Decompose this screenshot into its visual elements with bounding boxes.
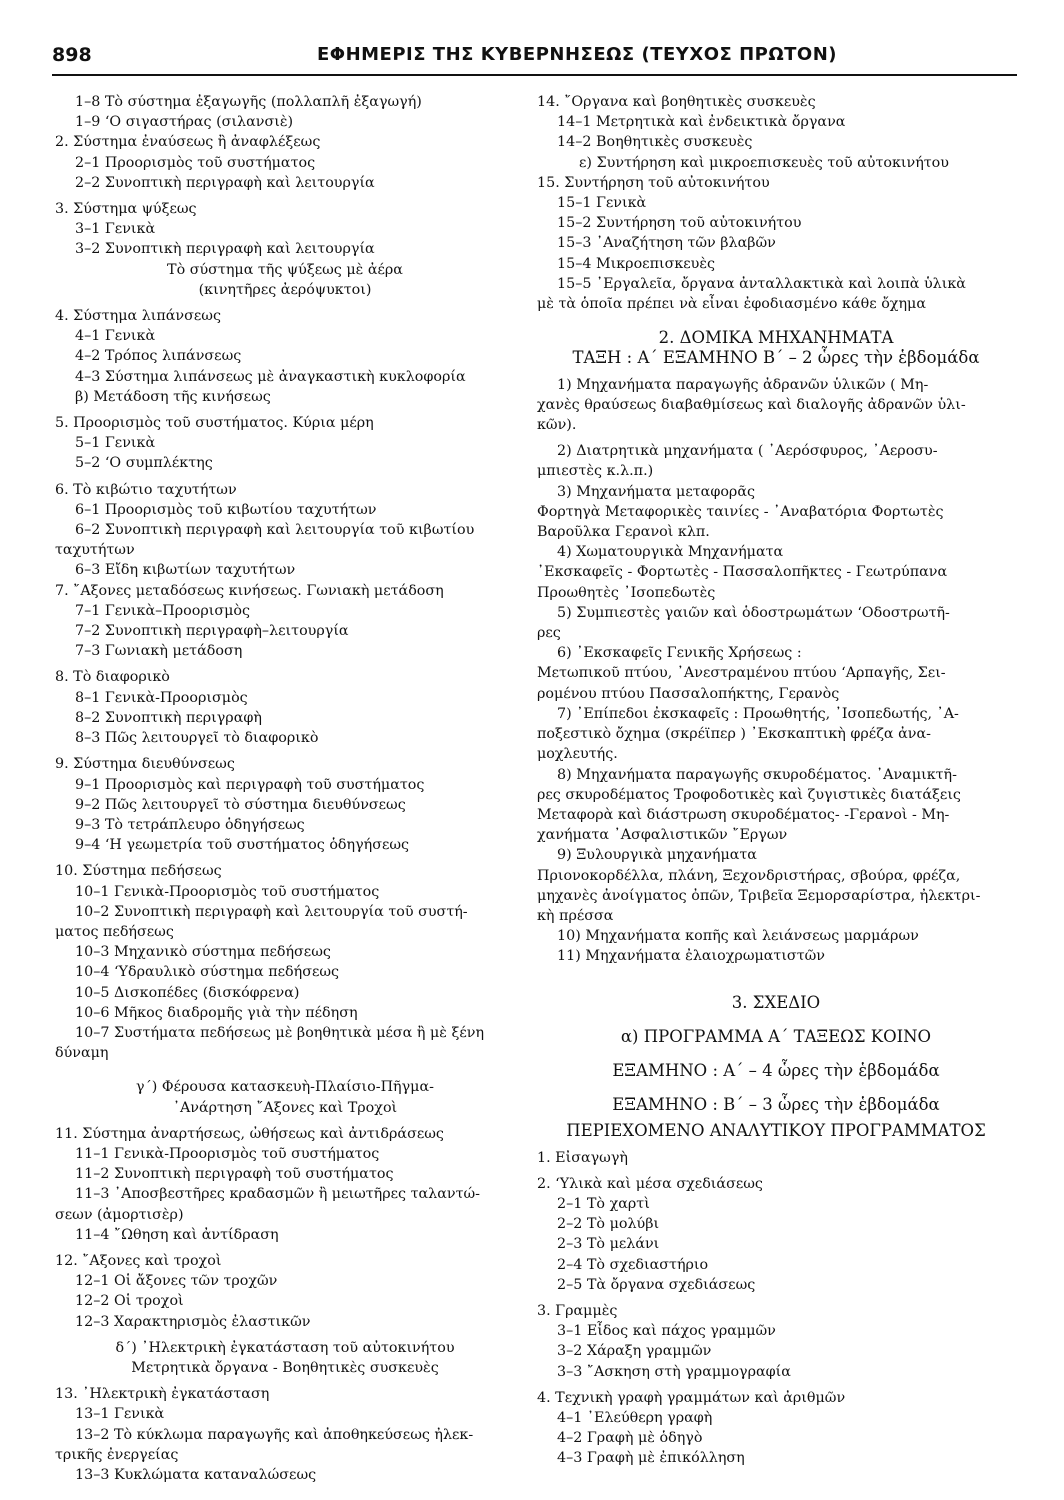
syllabus-heading: ΠΕΡΙΕΧΟΜΕΝΟ ΑΝΑΛΥΤΙΚΟΥ ΠΡΟΓΡΑΜΜΑΤΟΣ	[566, 1121, 986, 1141]
text-line: 3) Μηχανήματα μεταφορᾶς	[557, 483, 755, 500]
text-line: 7) ᾿Επίπεδοι ἐκσκαφεῖς : Προωθητής, ᾿Ισοπεδωτής, ᾿Α-	[557, 705, 959, 722]
text-line: ᾿Εκσκαφεῖς - Φορτωτὲς - Πασσαλοπῆκτες - Γεωτρύπανα	[537, 564, 948, 581]
text-line: Τὸ σύστημα τῆς ψύξεως μὲ ἀέρα	[167, 261, 403, 278]
text-line: μηχανὲς ἀνοίγματος ὀπῶν, Τριβεῖα Ξεμορσαρίστρα, ἠλεκτρι-	[537, 887, 981, 904]
text-line: 9) Ξυλουργικὰ μηχανήματα	[557, 847, 757, 864]
text-line: 8–3 Πῶς λειτουργεῖ τὸ διαφορικὸ	[75, 730, 319, 747]
text-line: Μεταφορὰ καὶ διάστρωση σκυροδέματος- -Γερανοὶ - Μη-	[537, 806, 950, 823]
text-line: μὲ τὰ ὁποῖα πρέπει νὰ εἶναι ἐφοδιασμένο κάθε ὄχημα	[537, 296, 926, 313]
text-line: 10–3 Μηχανικὸ σύστημα πεδήσεως	[75, 944, 331, 961]
text-line: 1) Μηχανήματα παραγωγῆς ἀδρανῶν ὑλικῶν ( Μη-	[557, 376, 929, 393]
text-line: σεων (ἀμορτισὲρ)	[55, 1206, 184, 1223]
text-line: χανὲς θραύσεως διαβαθμίσεως καὶ διαλογῆς ἀδρανῶν ὑλι-	[537, 396, 966, 413]
chapter-heading: 2. ΔΟΜΙΚΑ ΜΗΧΑΝΗΜΑΤΑ	[658, 328, 894, 348]
text-line: 4–1 Γενικὰ	[75, 328, 156, 345]
section-heading: 10. Σύστημα πεδήσεως	[55, 863, 222, 880]
section-heading: 11. Σύστημα ἀναρτήσεως, ὠθήσεως καὶ ἀντιδράσεως	[55, 1125, 444, 1142]
text-line: 10–7 Συστήματα πεδήσεως μὲ βοηθητικὰ μέσα ἢ μὲ ξένη	[75, 1024, 485, 1041]
text-line: 11) Μηχανήματα ἐλαιοχρωματιστῶν	[557, 948, 825, 965]
section-heading: 7. ῎Αξονες μεταδόσεως κινήσεως. Γωνιακὴ μετάδοση	[55, 582, 444, 599]
right-column	[537, 92, 1015, 1469]
text-line: Προωθητὲς ᾿Ισοπεδωτὲς	[537, 584, 716, 601]
text-line: 11–1 Γενικὰ-Προορισμὸς τοῦ συστήματος	[75, 1145, 380, 1162]
schedule-heading: ΤΑΞΗ : Α΄ ΕΞΑΜΗΝΟ Β΄ – 2 ὧρες τὴν ἑβδομάδα	[572, 348, 980, 368]
text-line: 9–3 Τὸ τετράπλευρο ὁδηγήσεως	[75, 816, 305, 833]
text-line: τρικῆς ἐνεργείας	[55, 1446, 179, 1463]
section-heading: 12. ῎Αξονες καὶ τροχοὶ	[55, 1252, 222, 1269]
text-line: 2–1 Προορισμὸς τοῦ συστήματος	[75, 154, 316, 171]
section-heading: 3. Σύστημα ψύξεως	[55, 201, 197, 218]
text-line: 2–5 Τὰ ὄργανα σχεδιάσεως	[557, 1276, 756, 1293]
subsection-heading: ε) Συντήρηση καὶ μικροεπισκευὲς τοῦ αὐτοκινήτου	[579, 154, 949, 171]
text-line: κὴ πρέσσα	[537, 907, 614, 924]
text-line: ρες	[537, 625, 561, 642]
text-line: 2–3 Τὸ μελάνι	[557, 1236, 660, 1253]
text-line: 8–2 Συνοπτικὴ περιγραφὴ	[75, 709, 262, 726]
text-line: 2–2 Συνοπτικὴ περιγραφὴ καὶ λειτουργία	[75, 174, 375, 191]
semester-a-line: ΕΞΑΜΗΝΟ : Α΄ – 4 ὧρες τὴν ἑβδομάδα	[612, 1060, 940, 1080]
text-line: 10–4 ‘Υδραυλικὸ σύστημα πεδήσεως	[75, 964, 340, 981]
text-line: 10–2 Συνοπτικὴ περιγραφὴ καὶ λειτουργία τοῦ συστή-	[75, 903, 468, 920]
text-line: Βαροῦλκα Γερανοὶ κλπ.	[537, 524, 710, 541]
text-line: 12–2 Οἱ τροχοὶ	[75, 1293, 184, 1310]
section-heading: 4. Σύστημα λιπάνσεως	[55, 308, 221, 325]
text-line: 15–5 ᾿Εργαλεῖα, ὄργανα ἀνταλλακτικὰ καὶ λοιπὰ ὑλικὰ	[557, 275, 966, 292]
section-heading: 9. Σύστημα διευθύνσεως	[55, 756, 235, 773]
text-line: 12–3 Χαρακτηρισμὸς ἐλαστικῶν	[75, 1313, 311, 1330]
text-line: Μετωπικοῦ πτύου, ᾿Ανεστραμένου πτύου ‘Αρπαγῆς, Σει-	[537, 665, 946, 682]
text-line: 8) Μηχανήματα παραγωγῆς σκυροδέματος. ᾿Αναμικτῆ-	[557, 766, 957, 783]
section-heading: 2. ‘Υλικὰ καὶ μέσα σχεδιάσεως	[537, 1175, 763, 1192]
text-line: δύναμη	[55, 1045, 109, 1062]
page-header	[52, 38, 1017, 78]
text-line: 10–5 Δισκοπέδες (δισκόφρενα)	[75, 984, 300, 1001]
text-line: 5–1 Γενικὰ	[75, 435, 156, 452]
text-line: μπιεστὲς κ.λ.π.)	[537, 463, 654, 480]
text-line: 4–1 ᾿Ελεύθερη γραφὴ	[557, 1409, 713, 1426]
text-line: 14–1 Μετρητικὰ καὶ ἐνδεικτικὰ ὄργανα	[557, 114, 846, 131]
text-line: ματος πεδήσεως	[55, 923, 174, 940]
text-line: Πριονοκορδέλλα, πλάνη, Ξεχονδριστήρας, σβούρα, φρέζα,	[537, 867, 961, 884]
text-line: 6–1 Προορισμὸς τοῦ κιβωτίου ταχυτήτων	[75, 501, 377, 518]
left-column	[55, 92, 515, 1485]
text-line: Φορτηγὰ Μεταφορικὲς ταινίες - ᾿Αναβατόρια Φορτωτὲς	[537, 503, 944, 520]
section-heading: 5. Προορισμὸς τοῦ συστήματος. Κύρια μέρη	[55, 415, 374, 432]
text-line: 15–1 Γενικὰ	[557, 195, 647, 212]
text-line: 13–3 Κυκλώματα καταναλώσεως	[75, 1467, 317, 1483]
text-line: 7–2 Συνοπτικὴ περιγραφὴ–λειτουργία	[75, 623, 349, 640]
text-line: 6–2 Συνοπτικὴ περιγραφὴ καὶ λειτουργία τοῦ κιβωτίου	[75, 522, 475, 539]
text-line: ποξεστικὸ ὄχημα (σκρέϊπερ ) ᾿Εκσκαπτικὴ φρέζα ἀνα-	[537, 726, 931, 743]
text-line: 14–2 Βοηθητικὲς συσκευὲς	[557, 134, 753, 151]
text-line: 4–3 Γραφὴ μὲ ἐπικόλληση	[557, 1450, 745, 1467]
subsection-heading: δ΄) ᾿Ηλεκτρικὴ ἐγκατάσταση τοῦ αὐτοκινήτου	[115, 1339, 455, 1356]
text-line: 12–1 Οἱ ἄξονες τῶν τροχῶν	[75, 1273, 278, 1290]
text-line: χανήματα ᾿Ασφαλιστικῶν ῎Εργων	[537, 827, 788, 844]
text-line: 3–3 ῎Ασκηση στὴ γραμμογραφία	[557, 1363, 791, 1380]
text-line: 8–1 Γενικὰ-Προορισμὸς	[75, 689, 248, 706]
text-line: 7–1 Γενικὰ–Προορισμὸς	[75, 602, 251, 619]
section-heading: 1. Εἰσαγωγὴ	[537, 1149, 628, 1166]
text-line: 10–6 Μῆκος διαδρομῆς γιὰ τὴν πέδηση	[75, 1004, 358, 1021]
subsection-heading: γ΄) Φέρουσα κατασκευὴ-Πλαίσιο-Πῆγμα-	[136, 1079, 434, 1096]
text-line: 1–8 Τὸ σύστημα ἐξαγωγῆς (πολλαπλῆ ἐξαγωγή)	[75, 94, 422, 110]
text-line: 6) ᾿Εκσκαφεῖς Γενικῆς Χρήσεως :	[557, 645, 802, 662]
subsection-heading: Μετρητικὰ ὄργανα - Βοηθητικὲς συσκευὲς	[131, 1359, 439, 1376]
text-line: ρες σκυροδέματος Τροφοδοτικὲς καὶ ζυγιστικὲς διατάξεις	[537, 786, 961, 803]
text-line: ρομένου πτύου Πασσαλοπήκτης, Γερανὸς	[537, 685, 840, 702]
text-line: 3–2 Συνοπτικὴ περιγραφὴ καὶ λειτουργία	[75, 241, 375, 258]
section-heading: 8. Τὸ διαφορικὸ	[55, 669, 170, 686]
subsection-heading: ᾿Ανάρτηση ῎Αξονες καὶ Τροχοὶ	[172, 1099, 398, 1116]
text-line: 3–1 Γενικὰ	[75, 221, 156, 238]
text-line: 10) Μηχανήματα κοπῆς καὶ λειάνσεως μαρμάρων	[557, 928, 919, 945]
text-line: 15–2 Συντήρηση τοῦ αὐτοκινήτου	[557, 215, 802, 232]
text-line: 11–2 Συνοπτικὴ περιγραφὴ τοῦ συστήματος	[75, 1166, 394, 1183]
text-line: 2) Διατρητικὰ μηχανήματα ( ᾿Αερόσφυρος, ᾿Αεροσυ-	[557, 443, 938, 460]
section-heading: 4. Τεχνικὴ γραφὴ γραμμάτων καὶ ἀριθμῶν	[537, 1389, 846, 1406]
text-line: ταχυτήτων	[55, 542, 135, 559]
programme-heading: α) ΠΡΟΓΡΑΜΜΑ Α΄ ΤΑΞΕΩΣ ΚΟΙΝΟ	[620, 1026, 932, 1046]
text-line: 5) Συμπιεστὲς γαιῶν καὶ ὁδοστρωμάτων ‘Οδοστρωτῆ-	[557, 604, 950, 621]
text-line: 2–1 Τὸ χαρτὶ	[557, 1195, 650, 1212]
text-line: 10–1 Γενικὰ-Προορισμὸς τοῦ συστήματος	[75, 883, 380, 900]
text-line: 6–3 Εἴδη κιβωτίων ταχυτήτων	[75, 562, 296, 579]
section-heading: 2. Σύστημα ἐναύσεως ἢ ἀναφλέξεως	[55, 134, 321, 151]
text-line: 7–3 Γωνιακὴ μετάδοση	[75, 643, 243, 660]
text-line: 13–2 Τὸ κύκλωμα παραγωγῆς καὶ ἀποθηκεύσεως ἠλεκ-	[75, 1426, 474, 1443]
text-line: 4–3 Σύστημα λιπάνσεως μὲ ἀναγκαστικὴ κυκλοφορία	[75, 368, 466, 385]
section-heading: 3. Γραμμὲς	[537, 1302, 618, 1319]
text-line: 9–1 Προορισμὸς καὶ περιγραφὴ τοῦ συστήματος	[75, 776, 425, 793]
text-line: 3–1 Εἶδος καὶ πάχος γραμμῶν	[557, 1323, 776, 1340]
text-line: 4) Χωματουργικὰ Μηχανήματα	[557, 544, 784, 561]
text-line: 11–4 ῎Ωθηση καὶ ἀντίδραση	[75, 1226, 279, 1243]
text-line: 11–3 ᾿Αποσβεστῆρες κραδασμῶν ἢ μειωτῆρες ταλαντώ-	[75, 1186, 480, 1203]
semester-b-line: ΕΞΑΜΗΝΟ : Β΄ – 3 ὧρες τὴν ἑβδομάδα	[612, 1095, 940, 1115]
text-line: 2–4 Τὸ σχεδιαστήριο	[557, 1256, 709, 1273]
page-number: 898	[52, 44, 92, 66]
text-line: 1–9 ‘Ο σιγαστήρας (σιλανσιὲ)	[75, 114, 294, 131]
text-line: 2–2 Τὸ μολύβι	[557, 1216, 660, 1233]
section-heading: 13. ᾿Ηλεκτρικὴ ἐγκατάσταση	[55, 1386, 270, 1403]
subsection-heading: β) Μετάδοση τῆς κινήσεως	[75, 388, 271, 405]
text-line: 4–2 Τρόπος λιπάνσεως	[75, 348, 242, 365]
gazette-title: ΕΦΗΜΕΡΙΣ ΤΗΣ ΚΥΒΕΡΝΗΣΕΩΣ (ΤΕΥΧΟΣ ΠΡΩΤΟΝ)	[316, 44, 837, 65]
text-line: 15–4 Μικροεπισκευὲς	[557, 255, 716, 272]
text-line: 9–4 ‘Η γεωμετρία τοῦ συστήματος ὁδηγήσεως	[75, 837, 410, 854]
header-rule	[52, 74, 1017, 76]
text-line: 15–3 ᾿Αναζήτηση τῶν βλαβῶν	[557, 235, 776, 252]
text-line: 4–2 Γραφὴ μὲ ὁδηγὸ	[557, 1430, 703, 1447]
text-line: (κινητῆρες ἀερόψυκτοι)	[198, 281, 372, 298]
text-line: 13–1 Γενικὰ	[75, 1406, 165, 1423]
text-line: 5–2 ‘Ο συμπλέκτης	[75, 455, 213, 472]
text-line: μοχλευτής.	[537, 746, 618, 763]
section-heading: 15. Συντήρηση τοῦ αὐτοκινήτου	[537, 174, 770, 191]
text-line: 3–2 Χάραξη γραμμῶν	[557, 1343, 712, 1360]
chapter-heading: 3. ΣΧΕΔΙΟ	[731, 992, 821, 1012]
text-line: 9–2 Πῶς λειτουργεῖ τὸ σύστημα διευθύνσεως	[75, 796, 406, 813]
section-heading: 6. Τὸ κιβώτιο ταχυτήτων	[55, 481, 237, 498]
text-line: κῶν).	[537, 417, 577, 434]
section-heading: 14. ῎Οργανα καὶ βοηθητικὲς συσκευὲς	[537, 94, 816, 110]
